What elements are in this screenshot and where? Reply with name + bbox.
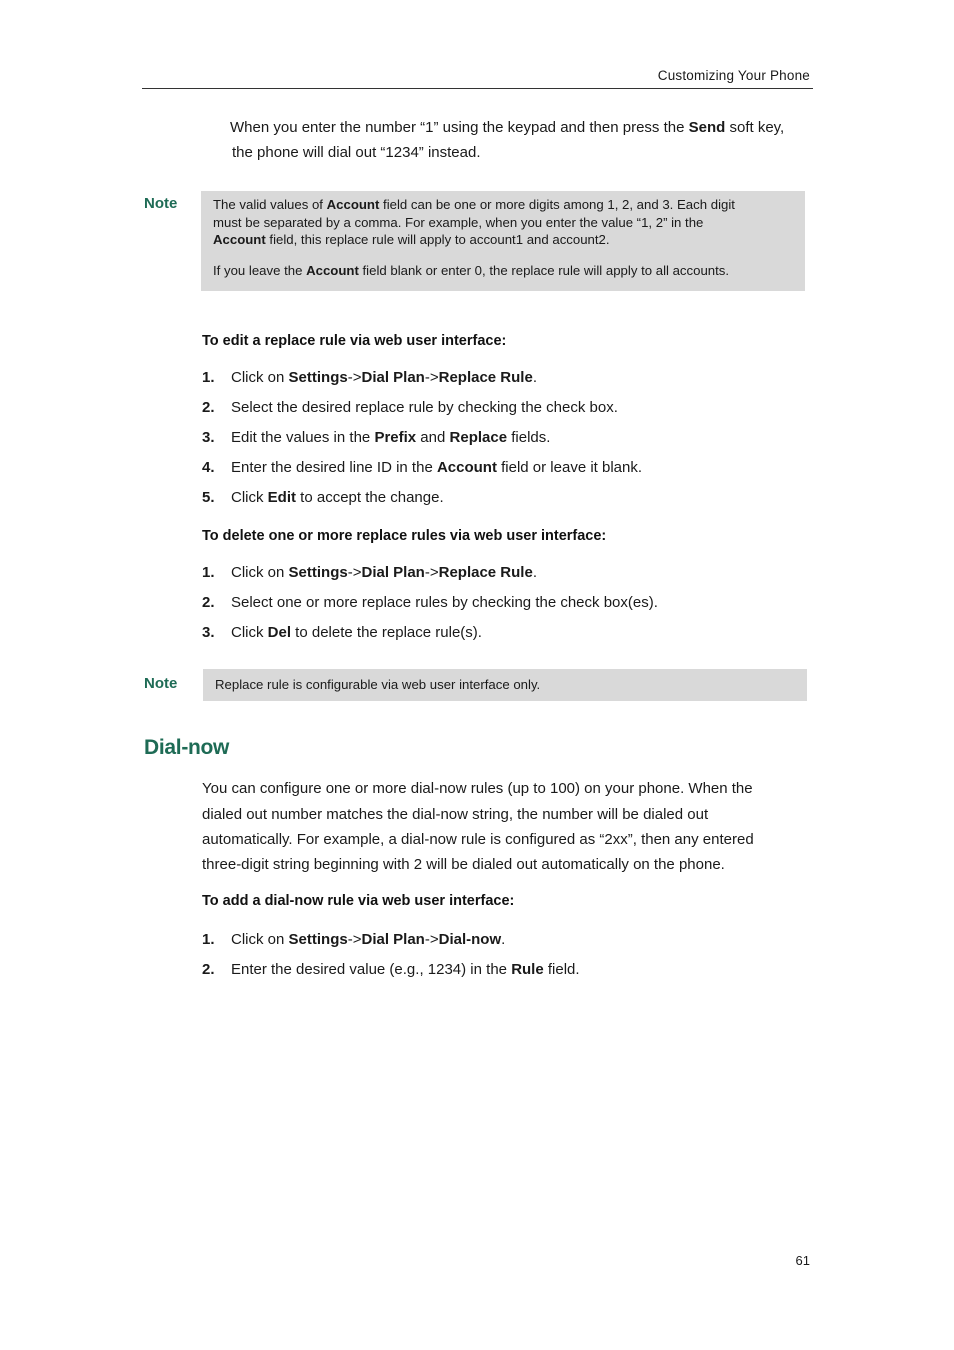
step-item: 5. Click Edit to accept the change. — [202, 489, 444, 506]
body-line: three-digit string beginning with 2 will be dialed out automatically on the phone. — [202, 856, 725, 873]
step-item: 2. Select the desired replace rule by checking the check box. — [202, 399, 618, 416]
note-line: Account field, this replace rule will apply to account1 and account2. — [213, 232, 610, 247]
procedure-title: To delete one or more replace rules via web user interface: — [202, 528, 607, 544]
note-box — [201, 191, 805, 291]
note-box — [203, 669, 807, 701]
body-line: automatically. For example, a dial-now rule is configured as “2xx”, then any entered — [202, 831, 754, 848]
note-label: Note — [144, 675, 178, 692]
step-item: 1. Click on Settings->Dial Plan->Replace Rule. — [202, 369, 537, 386]
section-title: Dial-now — [144, 736, 230, 759]
intro-line-1: When you enter the number “1” using the keypad and then press the Send soft key, — [230, 119, 785, 136]
step-item: 2. Enter the desired value (e.g., 1234) in the Rule field. — [202, 961, 580, 978]
body-line: You can configure one or more dial-now rules (up to 100) on your phone. When the — [202, 780, 753, 797]
step-item: 3. Edit the values in the Prefix and Replace fields. — [202, 429, 551, 446]
intro-line-2: the phone will dial out “1234” instead. — [232, 144, 481, 161]
page-number: 61 — [795, 1253, 810, 1268]
procedure-title: To edit a replace rule via web user interface: — [202, 333, 507, 349]
step-item: 3. Click Del to delete the replace rule(s). — [202, 624, 482, 641]
step-item: 4. Enter the desired line ID in the Account field or leave it blank. — [202, 459, 643, 476]
note-line: must be separated by a comma. For example, when you enter the value “1, 2” in the — [213, 214, 704, 230]
note-line: If you leave the Account field blank or enter 0, the replace rule will apply to all accounts. — [213, 262, 730, 278]
body-line: dialed out number matches the dial-now string, the number will be dialed out — [202, 806, 709, 823]
header-rule — [142, 88, 813, 89]
step-item: 1. Click on Settings->Dial Plan->Dial-now. — [202, 931, 506, 948]
note-line: The valid values of Account field can be one or more digits among 1, 2, and 3. Each digit — [213, 197, 735, 212]
step-item: 2. Select one or more replace rules by checking the check box(es). — [202, 594, 658, 611]
step-item: 1. Click on Settings->Dial Plan->Replace Rule. — [202, 564, 537, 581]
note-line: Replace rule is configurable via web user interface only. — [215, 677, 541, 692]
running-header: Customizing Your Phone — [657, 68, 810, 83]
note-label: Note — [144, 195, 178, 212]
procedure-title: To add a dial-now rule via web user interface: — [202, 893, 515, 909]
